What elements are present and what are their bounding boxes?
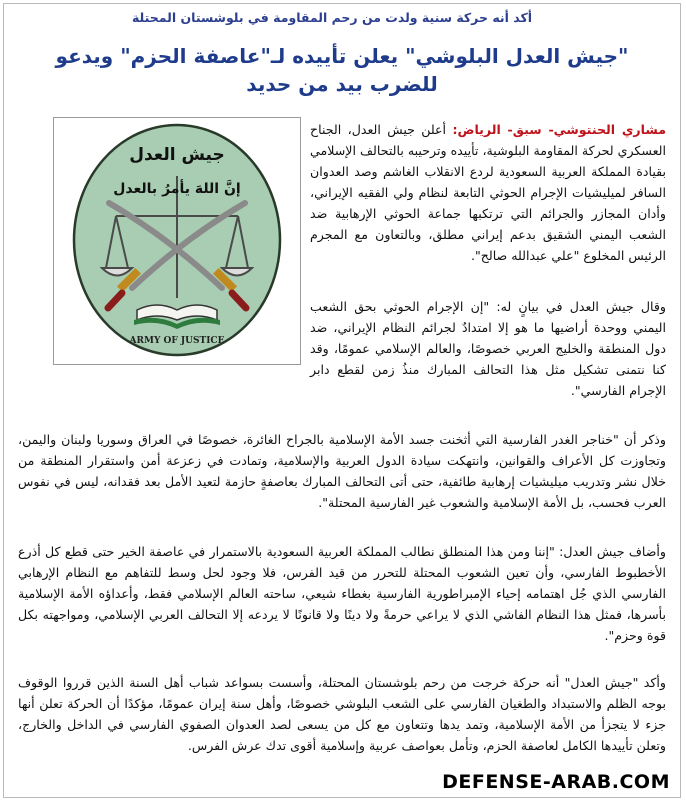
paragraph-3: وذكر أن "خناجر الغدر الفارسية التي أثخنت جسد الأمة الإسلامية بالجراح الغائرة، خصوصًا في العراق وسوريا ولبنان واليمن، وتجاوزت كل الأعراف والقوانين، وانتهكت سيادة الدول العربية والإسلامية، وتمادت في زعزعة أمن واستقرار المنطقة من خلال نشر وتدريب ميليشيات إرهابية طائفية، حتى أتى التحالف المبارك بعاصفةٍ حازمة لتعيد الأمل بعد فقدانه، ليس في نفوس العرب فحسب، بل الأمة الإسلامية والشعوب غير الفارسية المحتلة". [18, 432, 666, 510]
article-page [3, 3, 681, 798]
article-subtitle: أكد أنه حركة سنية ولدت من رحم المقاومة في بلوشستان المحتلة [131, 10, 533, 25]
emblem-svg [54, 118, 300, 364]
article-headline: "جيش العدل البلوشي" يعلن تأييده لـ"عاصفة الحزم" ويدعو للضرب بيد من حديد [55, 44, 629, 96]
paragraph-1-body: أعلن جيش العدل، الجناح العسكري لحركة المقاومة البلوشية، تأييده وترحيبه بالتحالف الإسلامي بقيادة المملكة العربية السعودية لردع الانقلاب الغاشم وصد العدوان السافر لميليشيات الإجرام الحوثي التابعة لنظام ولي الفقيه الإيراني، وأدان المجازر والجرائم التي ترتكبها جماعة الحوثي الإرهابية ضد الشعب اليمني الشقيق بدعم إيراني مطلق، وبالتعاون مع المجرم الرئيس المخلوع "علي عبدالله صالح". [310, 122, 666, 263]
emblem-arabic-motto: إنَّ اللهَ يأمرُ بالعدل [113, 181, 241, 197]
army-of-justice-emblem [53, 117, 301, 365]
paragraph-1 [310, 119, 666, 266]
emblem-arabic-title: جيش العدل [129, 145, 225, 165]
author-byline: مشاري الحنتوشي- سبق- الرياض: [452, 122, 666, 137]
paragraph-4: وأضاف جيش العدل: "إننا ومن هذا المنطلق نطالب المملكة العربية السعودية بالاستمرار في عاصفة الخير حتى قطع كل أذرع الأخطبوط الفارسي، وأن تعين الشعوب المحتلة للتحرر من قيد الفرس، فلا وجود لحل وسط للتفاهم مع النظام الإرهابي الفارسي الذي جُل اهتمامه إحياء الإمبراطورية الفارسية بغطاء شيعي، ساحته العالم الإسلامي فقط، وأعداؤه الأمة الإسلامية بأسرها، فمثل هذا النظام الفاشي الذي لا يراعي حرمةً ولا دينًا ولا قانونًا لا يردعه إلا التحالف العربي الإسلامي، ومواجهته بكل قوة وحزم". [18, 544, 666, 643]
site-watermark: DEFENSE-ARAB.COM [432, 769, 674, 793]
emblem-english-label: ARMY OF JUSTICE [129, 336, 225, 346]
paragraph-5: وأكد "جيش العدل" أنه حركة خرجت من رحم بلوشستان المحتلة، وأسست بسواعد شباب أهل السنة الذين قرروا الوقوف بوجه الظلم والاستبداد والطغيان الفارسي على الشعب البلوشي خصوصًا، وأهل سنة إيران عمومًا، مؤكدًا أن الحركة تعلن أنها جزء لا يتجزأ من الأمة الإسلامية، وتمد يدها وتتعاون مع كل من يسعى لصد العدوان الصفوي الفارسي في الداخل والخارج، وتعلن تأييدها الكامل لعاصفة الحزم، وتأمل بعواصف عربية وإسلامية أقوى تدك عرش الفرس. [18, 675, 666, 753]
paragraph-2: وقال جيش العدل في بيانٍ له: "إن الإجرام الحوثي بحق الشعب اليمني ووحدة أراضيها ما هو إلا امتدادٌ لجرائم النظام الإيراني، ضد دول المنطقة والخليج العربي خصوصًا، والعالم الإسلامي عمومًا، وقد كنا نتمنى تشكيل مثل هذا التحالف المبارك منذُ زمن لقطع دابر الإجرام الفارسي". [310, 299, 666, 398]
